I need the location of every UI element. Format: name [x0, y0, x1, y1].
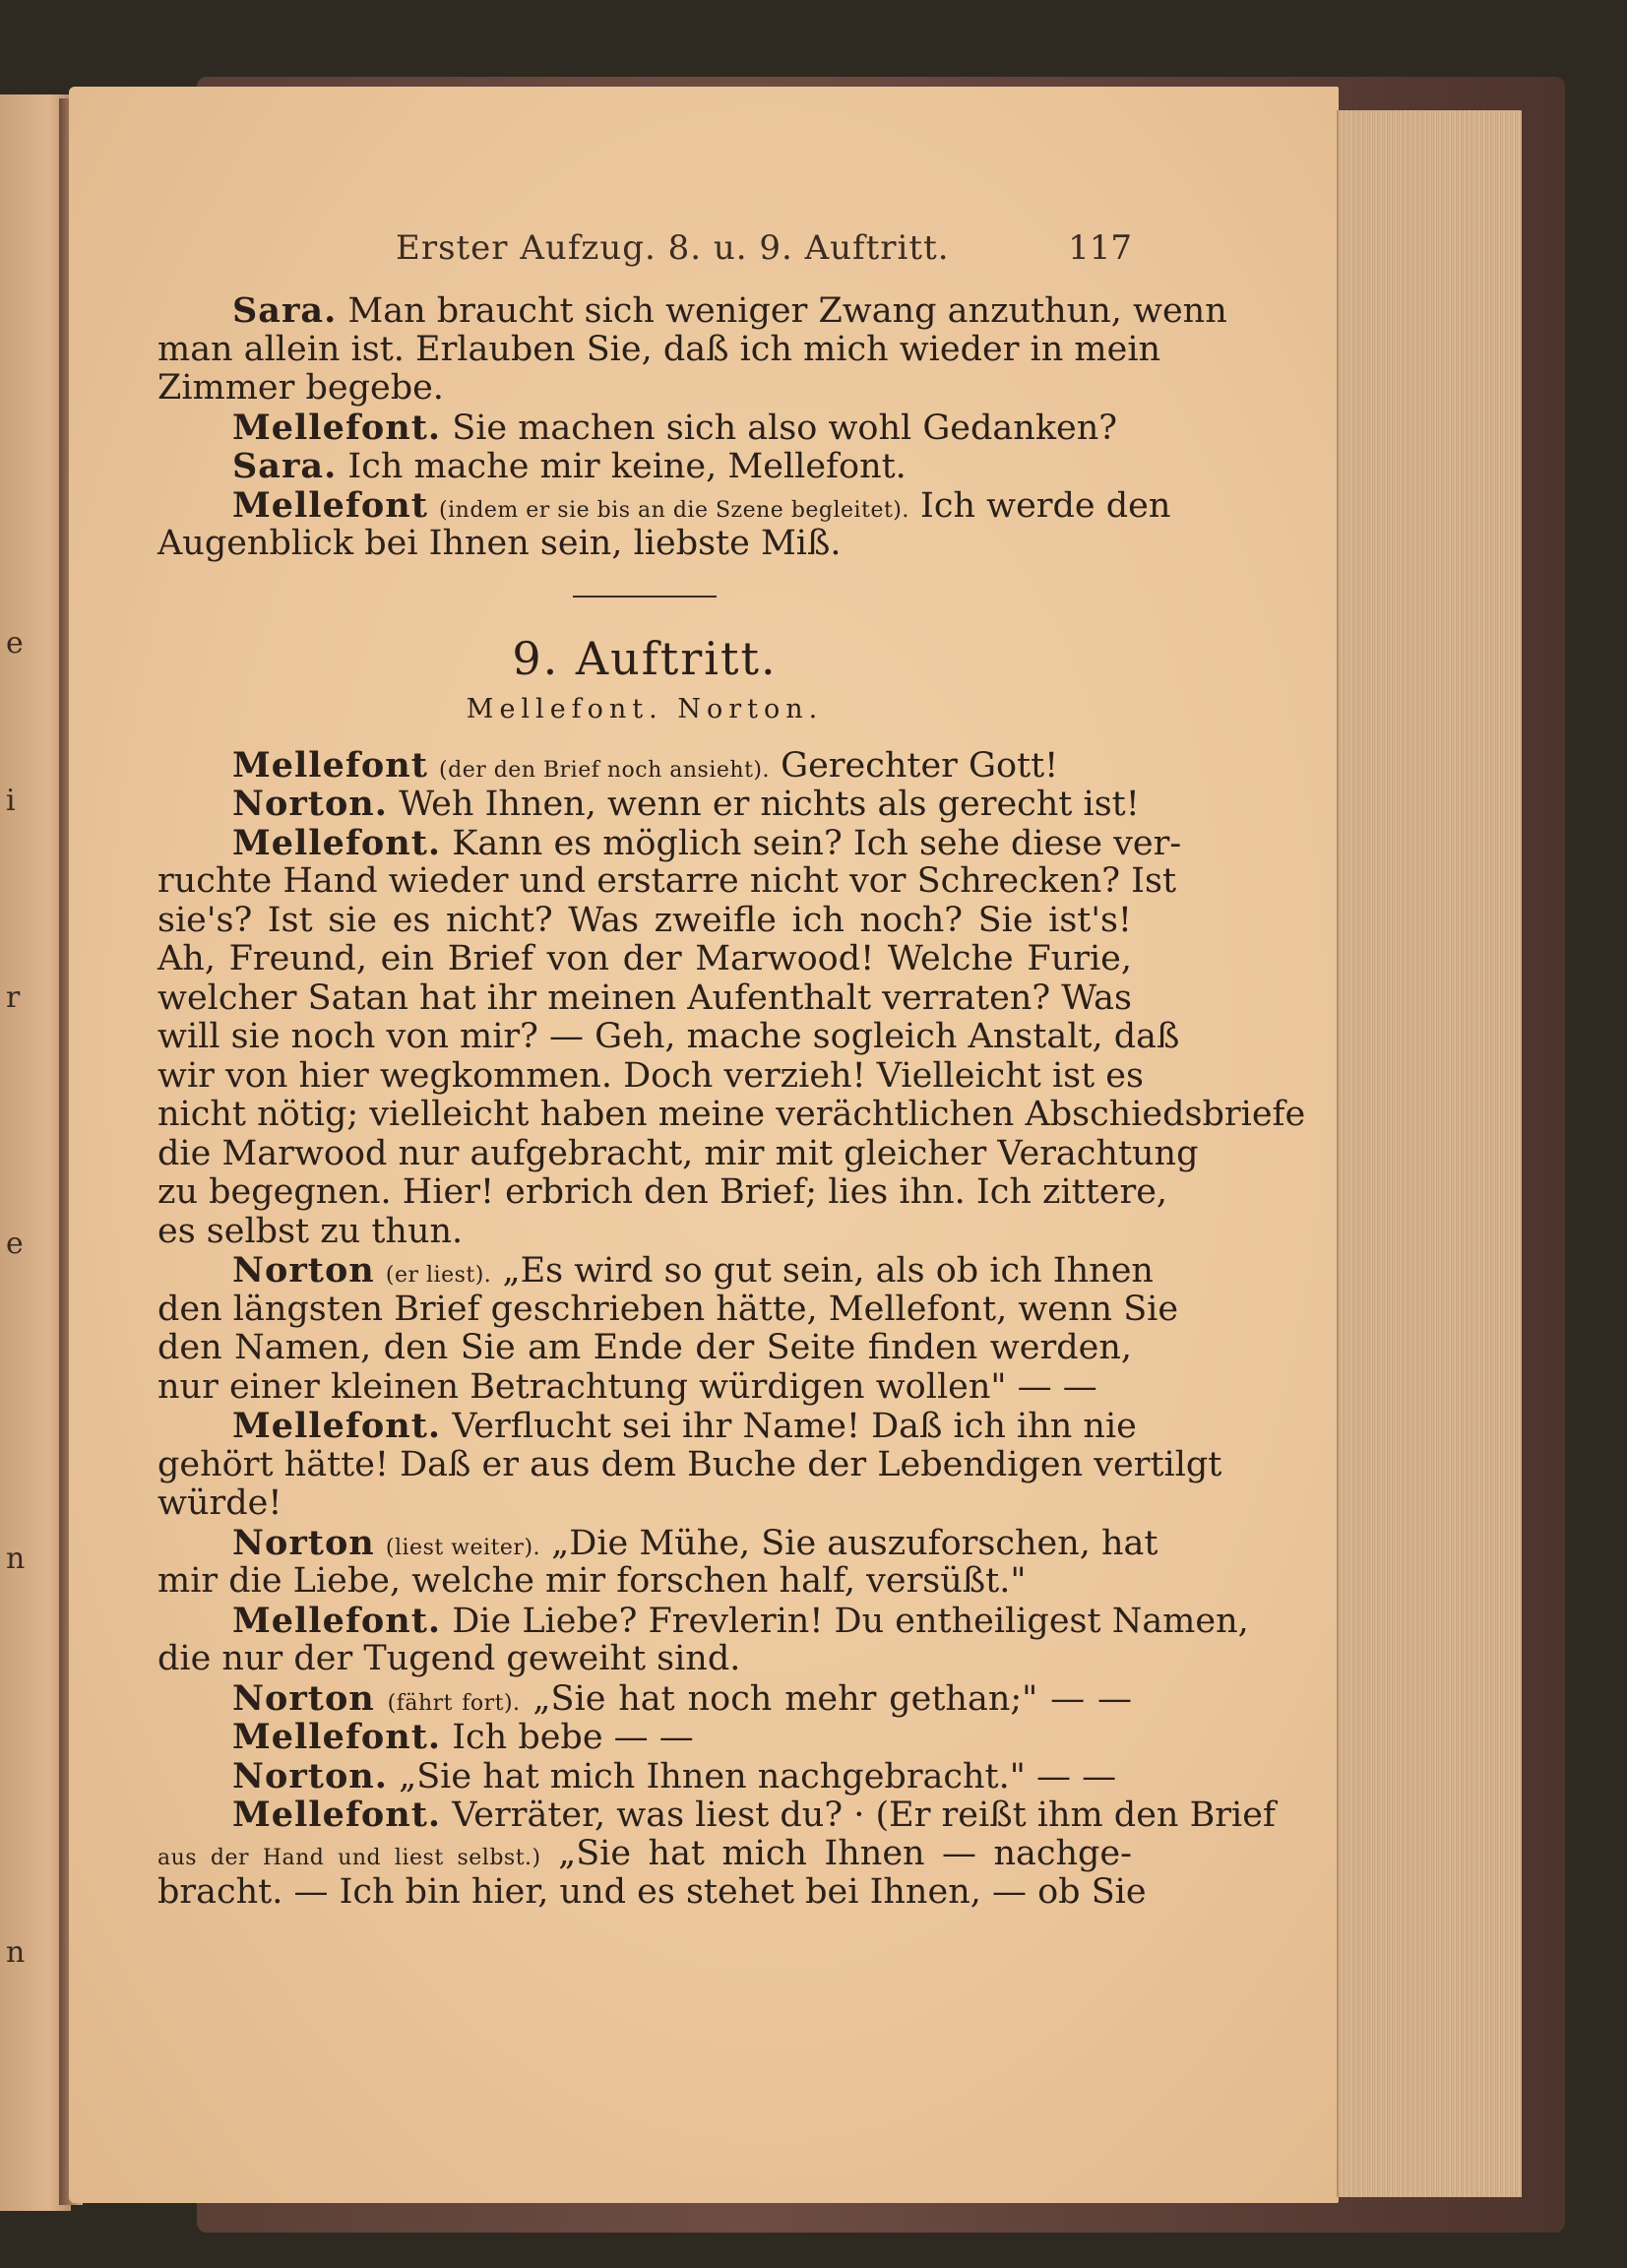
text-line: [157, 902, 1132, 941]
dialogue-text: gehört hätte! Daß er aus dem Buche der Lebendigen vertilgt: [157, 1444, 1222, 1484]
text-line: [157, 979, 1132, 1019]
stage-direction: (er liest).: [385, 1263, 492, 1288]
dialogue-text: den längsten Brief geschrieben hätte, Mellefont, wenn Sie: [157, 1289, 1179, 1329]
text-line: [157, 484, 1171, 526]
text-line: [157, 525, 1132, 564]
text-line: [157, 369, 1132, 409]
dialogue-text: Zimmer begebe.: [157, 368, 444, 408]
text-line: [157, 329, 1161, 370]
dialogue-text: man allein ist. Erlauben Sie, daß ich mich wieder in mein: [157, 329, 1161, 369]
dialogue-text: es selbst zu thun.: [157, 1211, 464, 1251]
dialogue-text: Man braucht sich weniger Zwang anzuthun, wenn: [347, 291, 1227, 331]
section-divider-rule: [573, 596, 717, 598]
dialogue-text: Die Liebe? Frevlerin! Du entheiligest Namen,: [452, 1601, 1249, 1641]
dialogue-text: Ich bebe — —: [452, 1718, 694, 1757]
stage-direction: (liest weiter).: [385, 1535, 541, 1560]
text-line: [157, 1406, 1137, 1446]
text-line: [157, 1757, 1132, 1796]
dialogue-text: „Die Mühe, Sie auszuforschen, hat: [551, 1523, 1158, 1563]
left-page-fragment: e: [6, 626, 24, 661]
speaker-name: Norton: [232, 1250, 375, 1291]
dialogue-text: „Sie hat noch mehr gethan;" — —: [532, 1678, 1132, 1719]
dialogue-text: die Marwood nur aufgebracht, mir mit gleicher Verachtung: [157, 1133, 1199, 1173]
page-number: 117: [1068, 228, 1132, 268]
scene-title: 9. Auftritt.: [512, 631, 778, 685]
dialogue-text: würde!: [157, 1483, 282, 1523]
speaker-name: Mellefont.: [232, 822, 442, 863]
text-line: [157, 822, 1182, 863]
scene-9-dialogue: [157, 744, 1306, 1913]
dialogue-text: welcher Satan hat ihr meinen Aufenthalt verraten? Was: [157, 977, 1132, 1018]
text-line: [157, 1562, 1132, 1602]
dialogue-text: Gerechter Gott!: [781, 745, 1059, 786]
text-line: [157, 746, 1132, 786]
speaker-name: Norton: [232, 1677, 375, 1719]
dialogue-text: nur einer kleinen Betrachtung würdigen wollen" — —: [157, 1366, 1097, 1407]
text-line: [157, 1289, 1179, 1330]
speaker-name: Norton.: [232, 1755, 388, 1796]
scene-8-dialogue: [157, 290, 1227, 564]
text-line: [157, 447, 1132, 486]
dialogue-text: Augenblick bei Ihnen sein, liebste Miß.: [157, 524, 842, 563]
speaker-name: Sara.: [232, 290, 338, 331]
dialogue-text: Ich mache mir keine, Mellefont.: [347, 447, 907, 486]
dialogue-text: Kann es möglich sein? Ich sehe diese ver-: [452, 823, 1182, 863]
page-text-block: [157, 228, 1306, 1913]
dialogue-text: Weh Ihnen, wenn er nichts als gerecht ist!: [399, 785, 1140, 824]
text-line: [157, 1444, 1222, 1485]
text-line: [157, 1795, 1276, 1835]
text-line: [157, 1055, 1144, 1097]
dialogue-text: Verräter, was liest du? · (Er reißt ihm den Brief: [452, 1796, 1276, 1835]
text-line: [157, 1872, 1147, 1913]
text-line: [157, 940, 1132, 979]
text-line: [157, 1368, 1132, 1408]
running-head: [157, 228, 1132, 291]
page-stack-edges: [1337, 110, 1522, 2197]
text-line: [157, 1213, 1132, 1252]
speaker-name: Norton.: [232, 784, 388, 824]
dialogue-text: ruchte Hand wieder und erstarre nicht vor Schrecken? Ist: [157, 861, 1177, 901]
dialogue-text: Sie machen sich also wohl Gedanken?: [452, 408, 1118, 448]
running-head-title: Erster Aufzug. 8. u. 9. Auftritt.: [396, 228, 950, 268]
text-line: [157, 784, 1140, 824]
text-line: [157, 1329, 1132, 1368]
text-line: [157, 861, 1177, 902]
speaker-name: Mellefont.: [232, 1795, 442, 1835]
speaker-name: Mellefont.: [232, 1406, 442, 1446]
stage-direction: (der den Brief noch ansieht).: [439, 757, 770, 783]
text-line: [157, 1835, 1132, 1874]
text-line: [157, 1484, 1132, 1524]
stage-direction: (fährt fort).: [387, 1690, 521, 1716]
dialogue-text: „Es wird so gut sein, als ob ich Ihnen: [502, 1251, 1154, 1291]
speaker-name: Sara.: [232, 446, 338, 486]
speaker-name: Norton: [232, 1522, 375, 1563]
dialogue-text: wir von hier wegkommen. Doch verzieh! Vielleicht ist es: [157, 1055, 1144, 1096]
stage-direction: aus der Hand und liest selbst.): [157, 1845, 541, 1870]
text-line: [157, 1600, 1249, 1641]
dialogue-text: bracht. — Ich bin hier, und es stehet bei Ihnen, — ob Sie: [157, 1872, 1147, 1912]
left-page-fragment: i: [6, 784, 16, 818]
dialogue-text: „Sie hat mich Ihnen — nachge-: [558, 1833, 1132, 1873]
text-line: [157, 290, 1227, 331]
speaker-name: Mellefont.: [232, 1717, 442, 1757]
dialogue-text: Ich werde den: [920, 485, 1171, 526]
dialogue-text: zu begegnen. Hier! erbrich den Brief; lies ihn. Ich zittere,: [157, 1172, 1168, 1212]
dialogue-text: sie's? Ist sie es nicht? Was zweifle ich noch? Sie ist's!: [157, 900, 1132, 940]
dialogue-text: die nur der Tugend geweiht sind.: [157, 1639, 741, 1678]
dialogue-text: den Namen, den Sie am Ende der Seite finden werden,: [157, 1328, 1132, 1367]
text-line: [157, 1095, 1306, 1135]
text-line: [157, 1640, 1132, 1679]
dialogue-text: nicht nötig; vielleicht haben meine verächtlichen Abschiedsbriefe: [157, 1095, 1306, 1134]
text-line: [157, 1172, 1168, 1213]
text-line: [157, 1133, 1199, 1174]
speaker-name: Mellefont.: [232, 407, 442, 448]
speaker-name: Mellefont.: [232, 1600, 442, 1641]
stage-direction: (indem er sie bis an die Szene begleitet).: [439, 497, 909, 523]
left-page-fragment: n: [6, 1935, 26, 1970]
text-line: [157, 409, 1132, 448]
text-line: [157, 1718, 1132, 1757]
speaker-name: Mellefont: [232, 484, 428, 526]
text-line: [157, 1679, 1132, 1719]
text-line: [157, 1522, 1158, 1563]
left-page-fragment: e: [6, 1227, 24, 1261]
dialogue-text: mir die Liebe, welche mir forschen half, versüßt.": [157, 1561, 1027, 1601]
speaker-name: Mellefont: [232, 744, 428, 786]
text-line: [157, 1017, 1180, 1057]
left-page-fragment: r: [6, 980, 21, 1015]
dialogue-text: will sie noch von mir? — Geh, mache sogleich Anstalt, daß: [157, 1017, 1180, 1056]
dialogue-text: Verflucht sei ihr Name! Daß ich ihn nie: [452, 1407, 1137, 1446]
left-page-fragment: n: [6, 1542, 26, 1576]
scene-persons: Mellefont. Norton.: [466, 693, 824, 724]
dialogue-text: Ah, Freund, ein Brief von der Marwood! Welche Furie,: [157, 939, 1132, 978]
text-line: [157, 1250, 1154, 1291]
dialogue-text: „Sie hat mich Ihnen nachgebracht." — —: [399, 1756, 1117, 1796]
